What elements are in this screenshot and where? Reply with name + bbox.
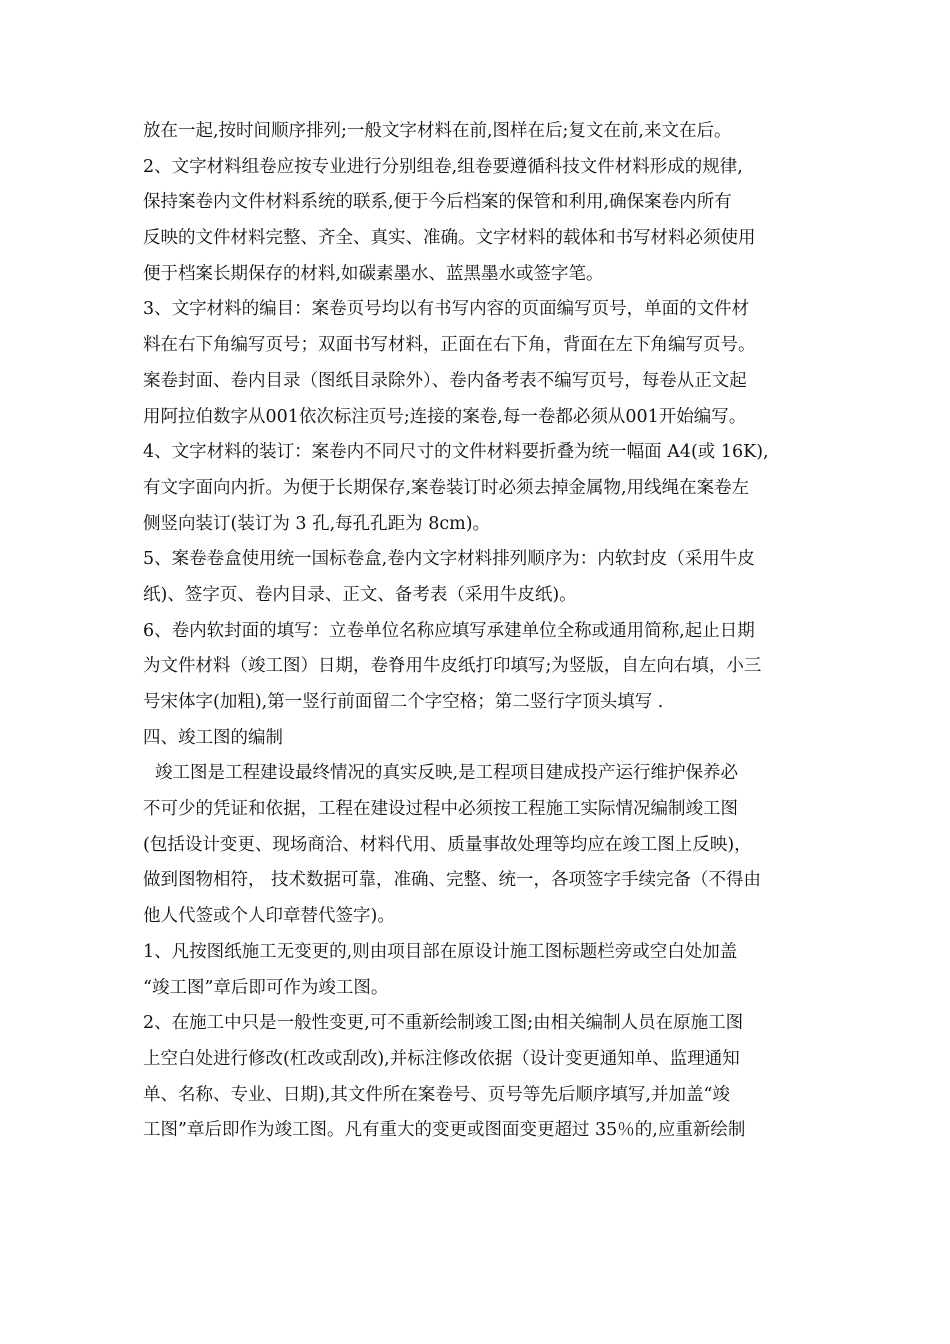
text-line: 3、文字材料的编目：案卷页号均以有书写内容的页面编写页号，单面的文件材 (143, 299, 750, 320)
text-line: 1、凡按图纸施工无变更的,则由项目部在原设计施工图标题栏旁或空白处加盖 (143, 941, 738, 962)
text-line: 纸)、签字页、卷内目录、正文、备考表（采用牛皮纸)。 (143, 584, 577, 605)
text-line: 为文件材料（竣工图）日期，卷脊用牛皮纸打印填写;为竖版，自左向右填，小三 (143, 656, 762, 677)
body-text (143, 114, 809, 1149)
text-line: 上空白处进行修改(杠改或刮改),并标注修改依据（设计变更通知单、监理通知 (143, 1048, 740, 1069)
text-line: 放在一起,按时间顺序排列;一般文字材料在前,图样在后;复文在前,来文在后。 (143, 121, 732, 141)
text-line: 侧竖向装订(装订为 3 孔,每孔孔距为 8cm)。 (143, 513, 491, 534)
section-heading: 四、竣工图的编制 (143, 727, 283, 748)
text-line: 做到图物相符， 技术数据可靠，准确、完整、统一，各项签字手续完备（不得由 (143, 870, 762, 891)
text-line: 工图”章后即作为竣工图。凡有重大的变更或图面变更超过 35％的,应重新绘制 (143, 1120, 746, 1141)
text-line: 保持案卷内文件材料系统的联系,便于今后档案的保管和利用,确保案卷内所有 (143, 192, 732, 213)
text-line: 有文字面向内折。为便于长期保存,案卷装订时必须去掉金属物,用线绳在案卷左 (143, 477, 750, 498)
text-line: 案卷封面、卷内目录（图纸目录除外）、卷内备考表不编写页号，每卷从正文起 (143, 370, 747, 391)
text-line: “竣工图”章后即可作为竣工图。 (143, 977, 389, 998)
text-line: 不可少的凭证和依据，工程在建设过程中必须按工程施工实际情况编制竣工图 (143, 799, 738, 820)
text-line: 5、案卷卷盒使用统一国标卷盒,卷内文字材料排列顺序为：内软封皮（采用牛皮 (143, 549, 755, 570)
text-line: (包括设计变更、现场商洽、材料代用、质量事故处理等均应在竣工图上反映)， (143, 834, 752, 855)
text-line: 用阿拉伯数字从001依次标注页号;连接的案卷,每一卷都必须从001开始编写。 (143, 406, 747, 427)
text-line: 2、在施工中只是一般性变更,可不重新绘制竣工图;由相关编制人员在原施工图 (143, 1013, 744, 1034)
text-line: 反映的文件材料完整、齐全、真实、准确。文字材料的载体和书写材料必须使用 (143, 228, 756, 249)
text-line: 他人代签或个人印章替代签字)。 (143, 906, 395, 927)
text-line: 4、文字材料的装订：案卷内不同尺寸的文件材料要折叠为统一幅面 A4(或 16K), (143, 442, 769, 463)
text-line: 便于档案长期保存的材料,如碳素墨水、蓝黑墨水或签字笔。 (143, 263, 604, 284)
text-line: 2、文字材料组卷应按专业进行分别组卷,组卷要遵循科技文件材料形成的规律, (143, 156, 743, 177)
text-line: 号宋体字(加粗),第一竖行前面留二个字空格；第二竖行字顶头填写 . (143, 692, 664, 712)
text-line: 6、卷内软封面的填写：立卷单位名称应填写承建单位全称或通用简称,起止日期 (143, 620, 755, 641)
text-line: 竣工图是工程建设最终情况的真实反映,是工程项目建成投产运行维护保养必 (155, 763, 739, 784)
text-line: 料在右下角编写页号；双面书写材料，正面在右下角，背面在左下角编写页号。 (143, 335, 756, 356)
text-line: 单、名称、专业、日期),其文件所在案卷号、页号等先后顺序填写,并加盖“竣 (143, 1084, 730, 1105)
